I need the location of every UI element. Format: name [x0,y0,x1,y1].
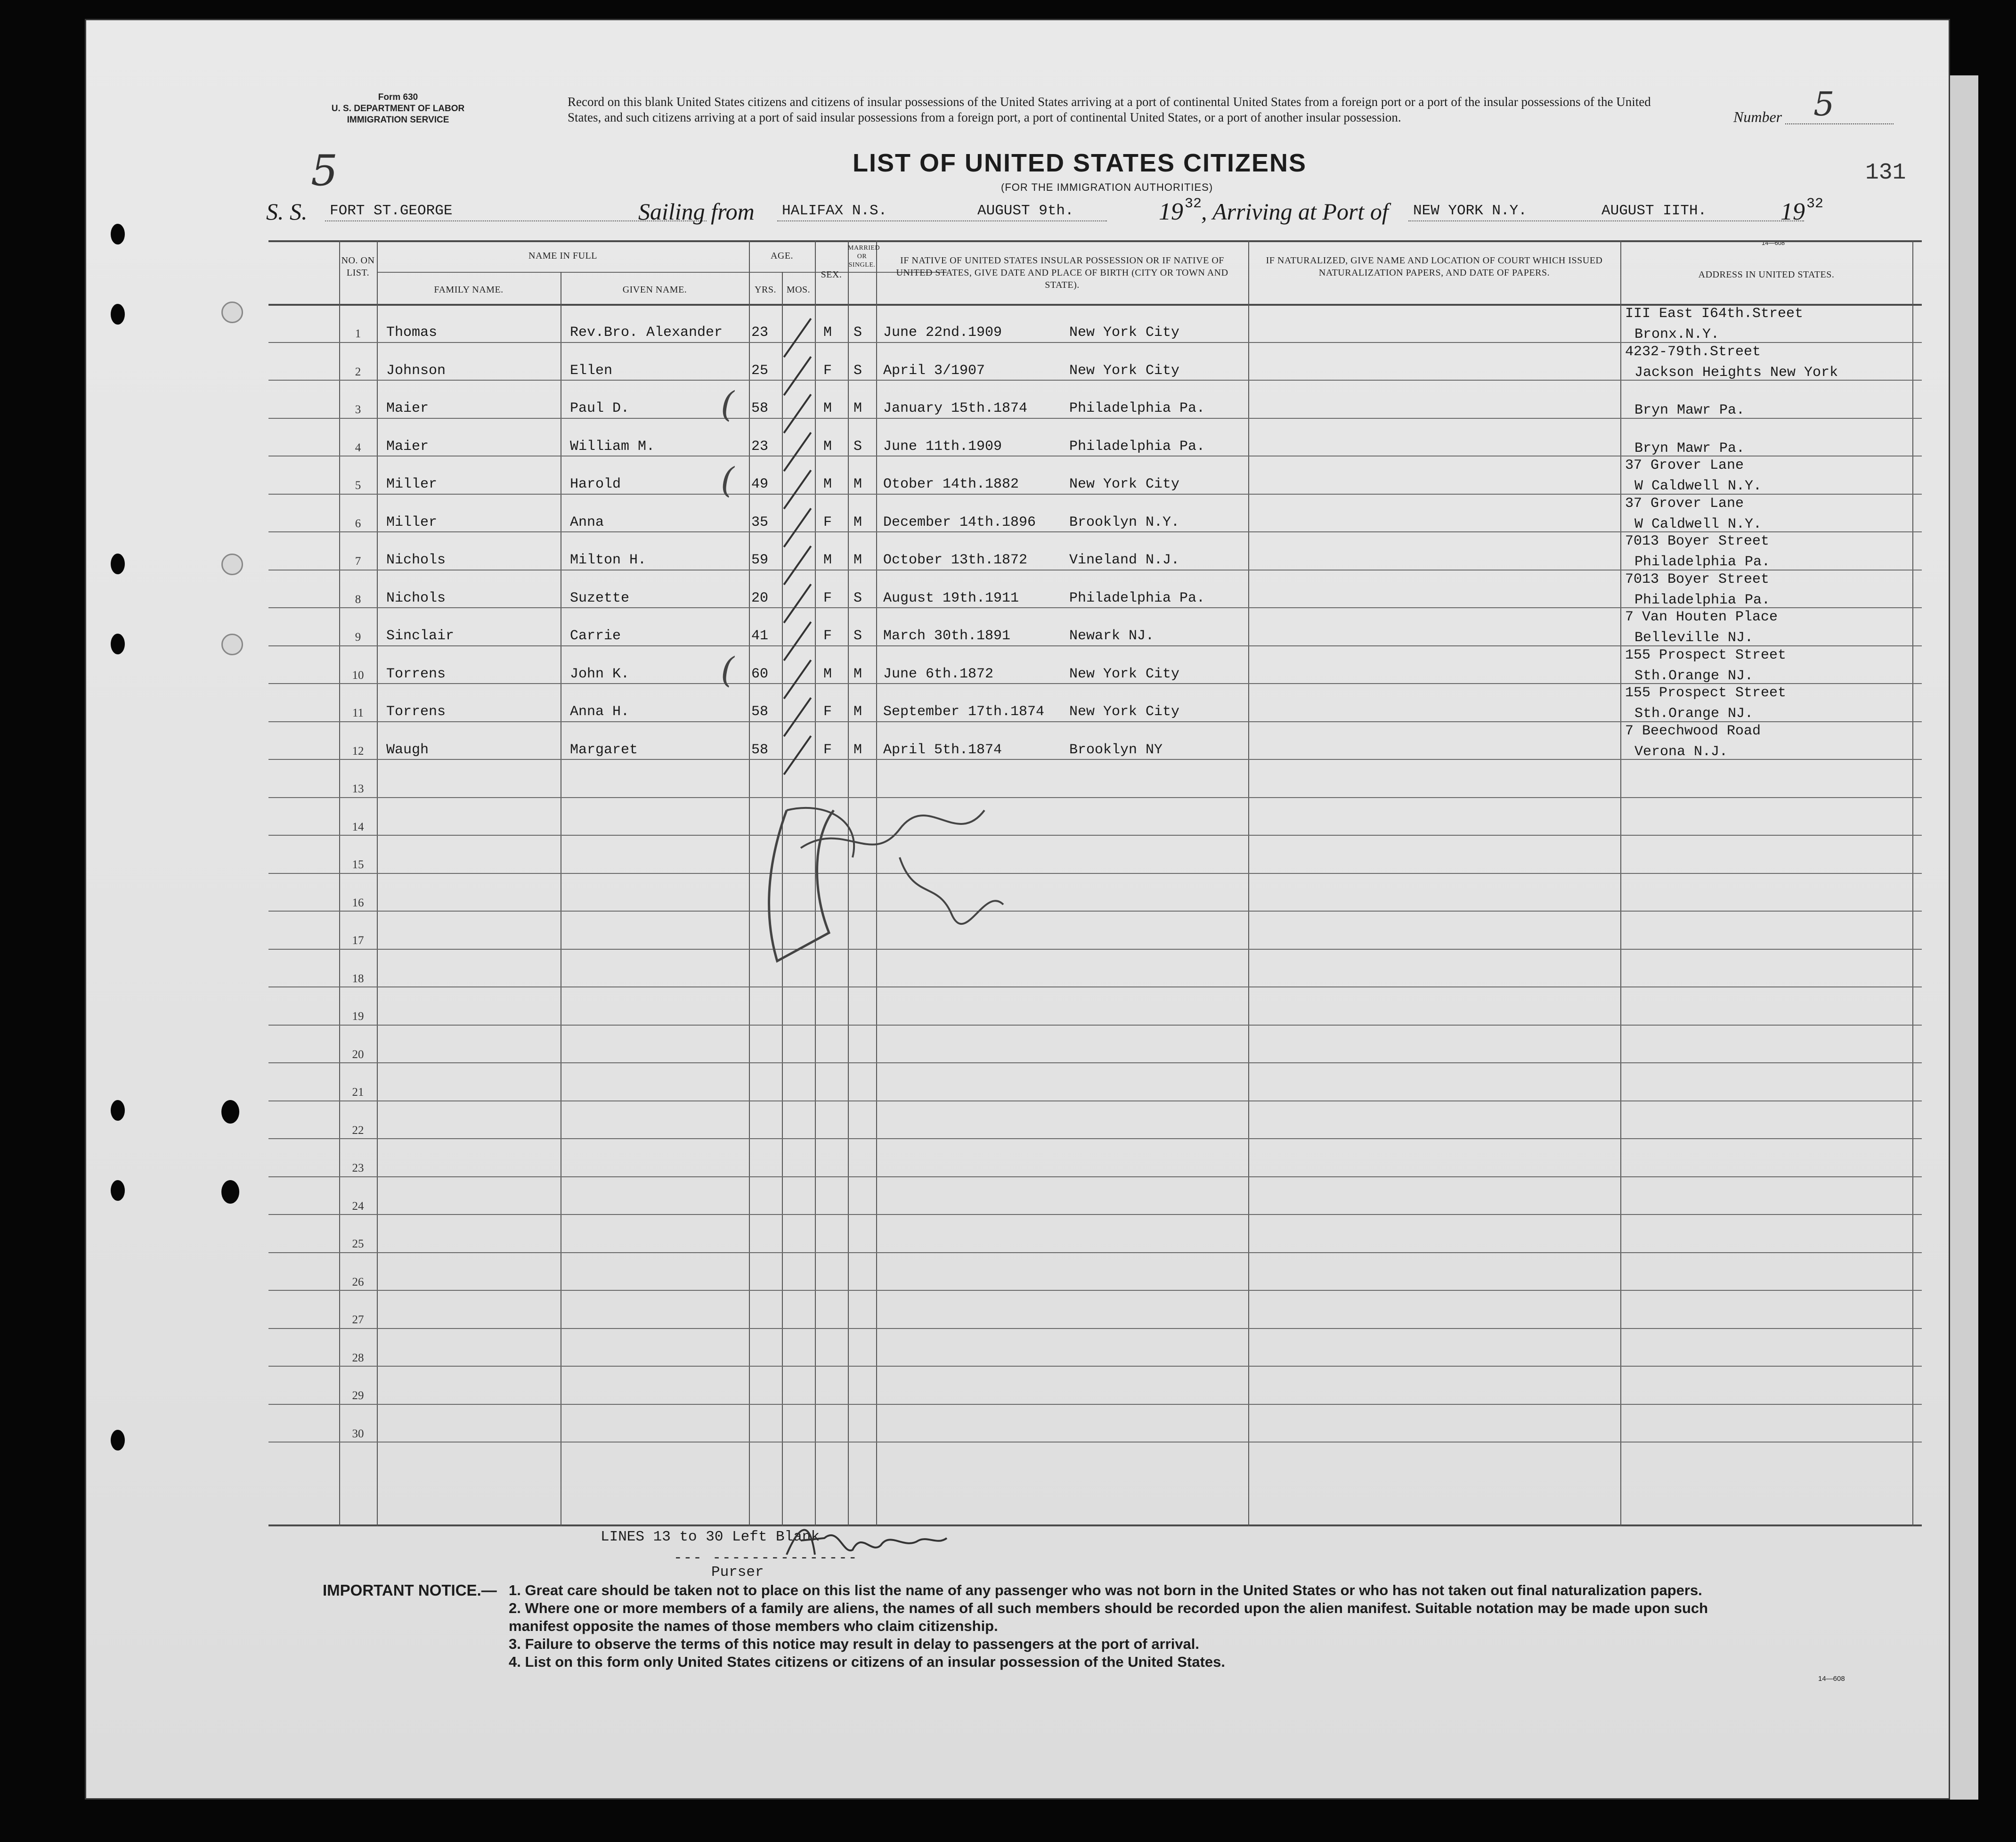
row-number: 14 [352,820,364,833]
family-name: Maier [386,438,429,455]
row-number: 28 [352,1351,364,1364]
departure-port: HALIFAX N.S. [782,203,887,219]
row-rule [268,1138,1922,1139]
birth-place: New York City [1069,704,1180,720]
given-name: Suzette [570,590,630,606]
address-line-2: Sth.Orange NJ. [1634,706,1754,722]
row-number: 21 [352,1086,364,1099]
birth-place: Philadelphia Pa. [1069,590,1205,606]
row-number: 2 [355,365,361,378]
row-rule [268,949,1922,950]
family-name: Miller [386,476,438,492]
top-form-code: 14—608 [1762,239,1785,246]
row-number: 10 [352,668,364,682]
binder-hole [111,224,125,245]
age-years: 23 [751,325,769,341]
arrival-year-prefix: 19 [1780,198,1805,225]
row-number: 20 [352,1048,364,1061]
departure-date: AUGUST 9th. [977,203,1074,219]
row-number: 29 [352,1389,364,1402]
handwritten-parenthesis: ( [721,384,734,425]
notice-item-2-continued: manifest opposite the names of those members who claim citizenship. [509,1618,998,1634]
arriving-label: , Arriving at Port of [1201,198,1389,225]
birth-place: New York City [1069,476,1180,492]
col-rule-address [1620,240,1621,1526]
birth-place: New York City [1069,362,1180,379]
row-number: 9 [355,631,361,644]
ss-label: S. S. [266,198,308,225]
family-name: Johnson [386,362,446,379]
family-name: Nichols [386,552,446,568]
check-tick [783,735,812,775]
birth-place: New York City [1069,325,1180,341]
row-rule [268,1366,1922,1367]
header-no: NO. ON LIST. [341,255,375,278]
birth-date: June 22nd.1909 [883,325,1002,341]
header-naturalized: IF NATURALIZED, GIVE NAME AND LOCATION OF COURT WHICH ISSUED NATURALIZATION PAPERS, AND DATE OF PAPERS. [1266,255,1603,278]
handwritten-corner-mark: 5 [311,146,338,196]
given-name: John K. [570,666,630,682]
address-line-1: 4232-79th.Street [1625,343,1761,360]
notice-item-2: 2. Where one or more members of a family are aliens, the names of all such members should be recorded upon the alien manifest. Suitable notation may be made upon such [509,1600,1708,1616]
punch-hole [221,1180,239,1204]
address-line-2: Jackson Heights New York [1634,364,1838,381]
check-tick [783,356,812,396]
header-yrs: YRS. [755,285,776,295]
binder-hole [111,554,125,574]
check-tick [783,546,812,585]
family-name: Waugh [386,742,429,758]
row-rule [268,1442,1922,1443]
row-rule [268,1062,1922,1063]
header-name-in-full: NAME IN FULL [528,251,597,261]
row-number: 30 [352,1427,364,1440]
service-name: IMMIGRATION SERVICE [347,115,449,125]
check-tick [783,697,812,737]
sex: M [823,400,832,416]
row-rule [268,1100,1922,1101]
family-name: Maier [386,400,429,416]
ring-reinforcement [221,302,243,323]
row-number: 4 [355,441,361,454]
col-rule-end [1912,240,1913,1526]
birth-place: Brooklyn NY [1069,742,1163,758]
address-line-2: Philadelphia Pa. [1634,554,1771,570]
check-tick [783,508,812,547]
address-line-1: 7013 Boyer Street [1625,571,1770,587]
age-years: 41 [751,628,769,644]
address-line-2: Bryn Mawr Pa. [1634,402,1745,418]
purser-label: Purser [711,1564,764,1581]
address-line-2: Belleville NJ. [1634,630,1754,646]
marital-status: S [854,590,862,606]
given-name: Ellen [570,362,613,379]
arrival-date: AUGUST IITH. [1601,203,1707,219]
row-number: 15 [352,858,364,871]
age-years: 59 [751,552,769,568]
sex: F [823,514,832,530]
birth-date: December 14th.1896 [883,514,1036,530]
header-married: MARRIED OR SINGLE. [848,245,880,269]
row-rule [268,1252,1922,1253]
purser-line: --- --------------- [674,1550,858,1566]
address-line-1: 155 Prospect Street [1625,647,1787,663]
address-line-2: W Caldwell N.Y. [1634,516,1762,532]
family-name: Torrens [386,704,446,720]
birth-date: October 13th.1872 [883,552,1028,568]
page-subtitle: (FOR THE IMMIGRATION AUTHORITIES) [1001,181,1213,193]
given-name: Paul D. [570,400,630,416]
header-mos: MOS. [786,285,811,295]
row-number: 16 [352,896,364,909]
header-given-name: GIVEN NAME. [622,285,687,295]
address-line-2: Bryn Mawr Pa. [1634,440,1745,456]
birth-date: March 30th.1891 [883,628,1011,644]
family-name: Torrens [386,666,446,682]
binder-hole [111,1430,125,1451]
age-years: 20 [751,590,769,606]
family-name: Sinclair [386,628,455,644]
department-name: U. S. DEPARTMENT OF LABOR [331,104,465,114]
row-number: 6 [355,517,361,530]
marital-status: M [854,666,862,682]
marital-status: M [854,400,862,416]
marital-status: S [854,325,862,341]
lines-left-blank-note: LINES 13 to 30 Left Blank [601,1529,820,1545]
binder-hole [111,1180,125,1201]
birth-date: April 5th.1874 [883,742,1002,758]
header-address: ADDRESS IN UNITED STATES. [1698,269,1835,280]
given-name: Margaret [570,742,638,758]
sailing-from-label: Sailing from [638,198,755,225]
address-line-1: 37 Grover Lane [1625,457,1744,473]
binder-hole [111,634,125,654]
birth-date: April 3/1907 [883,362,985,379]
binder-hole [111,1100,125,1121]
handwritten-parenthesis: ( [721,460,734,501]
sex: F [823,704,832,720]
age-years: 58 [751,400,769,416]
age-years: 35 [751,514,769,530]
marital-status: M [854,476,862,492]
given-name: Milton H. [570,552,647,568]
birth-place: Philadelphia Pa. [1069,400,1205,416]
notice-item-3: 3. Failure to observe the terms of this notice may result in delay to passengers at the port of arrival. [509,1636,1200,1652]
header-sub-rule [377,272,947,273]
ship-name: FORT ST.GEORGE [330,203,453,219]
marital-status: S [854,628,862,644]
col-rule-naturalized [1248,240,1249,1526]
row-rule [268,1214,1922,1215]
inspector-stamp [758,791,1041,980]
row-rule [268,835,1922,836]
given-name: Carrie [570,628,621,644]
number-label: Number [1733,108,1782,125]
given-name: Anna H. [570,704,630,720]
age-years: 25 [751,362,769,379]
given-name: Anna [570,514,604,530]
marital-status: S [854,438,862,455]
birth-place: Brooklyn N.Y. [1069,514,1180,530]
row-number: 22 [352,1124,364,1137]
header-birth: IF NATIVE OF UNITED STATES INSULAR POSSESSION OR IF NATIVE OF UNITED STATES, GIVE DATE AND PLACE OF BIRTH (CITY OR TOWN AND STATE). [896,255,1228,290]
address-line-1: 37 Grover Lane [1625,495,1744,512]
number-value: 5 [1813,85,1835,123]
inspector-signature-graphic [758,791,1041,980]
manifest-sheet [85,19,1950,1800]
check-tick [783,660,812,699]
row-number: 26 [352,1275,364,1288]
departure-dotline [777,220,1107,221]
address-line-1: III East I64th.Street [1625,306,1804,322]
row-number: 18 [352,972,364,985]
handwritten-parenthesis: ( [721,650,734,691]
table-bottom-rule [268,1524,1922,1526]
age-years: 23 [751,438,769,455]
birth-place: Newark NJ. [1069,628,1154,644]
family-name: Nichols [386,590,446,606]
address-line-2: Verona N.J. [1634,743,1728,760]
age-years: 60 [751,666,769,682]
address-line-2: W Caldwell N.Y. [1634,478,1762,494]
sex: M [823,325,832,341]
row-rule [268,1176,1922,1177]
address-line-1: 7 Beechwood Road [1625,723,1761,739]
sex: F [823,628,832,644]
row-rule [268,873,1922,874]
birth-date: September 17th.1874 [883,704,1045,720]
voyage-line [85,198,1922,231]
birth-date: Otober 14th.1882 [883,476,1019,492]
row-number: 25 [352,1238,364,1250]
row-number: 27 [352,1313,364,1326]
ring-reinforcement [221,634,243,655]
row-number: 1 [355,327,361,340]
marital-status: M [854,552,862,568]
birth-date: January 15th.1874 [883,400,1028,416]
departure-year: 32 [1185,196,1202,212]
address-line-2: Bronx.N.Y. [1634,326,1720,342]
row-rule [268,1025,1922,1026]
check-tick [783,584,812,623]
birth-place: Vineland N.J. [1069,552,1180,568]
sex: F [823,590,832,606]
check-tick [783,470,812,509]
row-rule [268,1290,1922,1291]
ring-reinforcement [221,554,243,575]
birth-date: June 11th.1909 [883,438,1002,455]
marital-status: M [854,514,862,530]
departure-year-prefix: 19 [1159,198,1183,225]
form-identifier [320,92,476,126]
notice-heading: IMPORTANT NOTICE.— [323,1581,497,1599]
family-name: Thomas [386,325,438,341]
address-line-2: Philadelphia Pa. [1634,592,1771,608]
row-number: 7 [355,555,361,568]
header-age: AGE. [770,251,794,261]
col-rule-family [377,240,378,1526]
sex: M [823,666,832,682]
number-line [1785,123,1894,124]
marital-status: M [854,742,862,758]
sex: M [823,476,832,492]
punch-hole [221,1100,239,1124]
row-rule [268,797,1922,798]
row-number: 11 [352,707,364,719]
given-name: William M. [570,438,655,455]
passenger-table [268,240,1922,1526]
arrival-year: 32 [1806,196,1824,212]
age-years: 49 [751,476,769,492]
check-tick [783,621,812,661]
sex: M [823,552,832,568]
given-name: Rev.Bro. Alexander [570,325,723,341]
address-line-1: 7013 Boyer Street [1625,533,1770,549]
birth-place: Philadelphia Pa. [1069,438,1205,455]
footer-form-code: 14—608 [1818,1675,1845,1683]
address-line-2: Sth.Orange NJ. [1634,668,1754,684]
row-rule [268,911,1922,912]
row-rule [268,986,1922,987]
notice-item-1: 1. Great care should be taken not to place on this list the name of any passenger who was not born in the United States or who has not taken out final naturalization papers. [509,1582,1702,1598]
page-title: LIST OF UNITED STATES CITIZENS [853,149,1307,177]
col-rule-yrs [749,240,750,1526]
row-number: 23 [352,1162,364,1174]
age-years: 58 [751,742,769,758]
row-number: 12 [352,744,364,758]
check-tick [783,394,812,433]
header-sex: SEX. [821,269,842,280]
binder-hole [111,304,125,325]
check-tick [783,318,812,358]
row-rule [268,1404,1922,1405]
arrival-port: NEW YORK N.Y. [1413,203,1527,219]
form-instructions: Record on this blank United States citizens and citizens of insular possessions of the United States arriving at a port of continental United States from a foreign port or a port of the insular possessions of the United States, and such citizens arriving at a port of said insular possessions from a foreign port, a port of continental United States, or a port of another insular possession. [568,95,1651,124]
row-number: 19 [352,1010,364,1023]
sex: F [823,362,832,379]
row-number: 8 [355,593,361,606]
address-line-1: 155 Prospect Street [1625,685,1787,701]
row-number: 17 [352,934,364,947]
check-tick [783,432,812,472]
family-name: Miller [386,514,438,530]
marital-status: M [854,704,862,720]
row-number: 3 [355,403,361,416]
marital-status: S [854,362,862,379]
row-rule [268,1328,1922,1329]
sex: F [823,742,832,758]
birth-date: August 19th.1911 [883,590,1019,606]
row-number: 24 [352,1199,364,1213]
birth-date: June 6th.1872 [883,666,994,682]
birth-place: New York City [1069,666,1180,682]
form-number: Form 630 [378,92,418,102]
row-number: 13 [352,782,364,795]
age-years: 58 [751,704,769,720]
col-rule-no [339,240,340,1526]
row-number: 5 [355,479,361,492]
arrival-dotline [1408,220,1804,221]
given-name: Harold [570,476,621,492]
notice-item-4: 4. List on this form only United States citizens or citizens of an insular possession of the United States. [509,1654,1225,1670]
table-top-rule [268,240,1922,242]
address-line-1: 7 Van Houten Place [1625,609,1778,625]
sex: M [823,438,832,455]
page-number: 131 [1865,160,1906,186]
header-family-name: FAMILY NAME. [434,285,504,295]
